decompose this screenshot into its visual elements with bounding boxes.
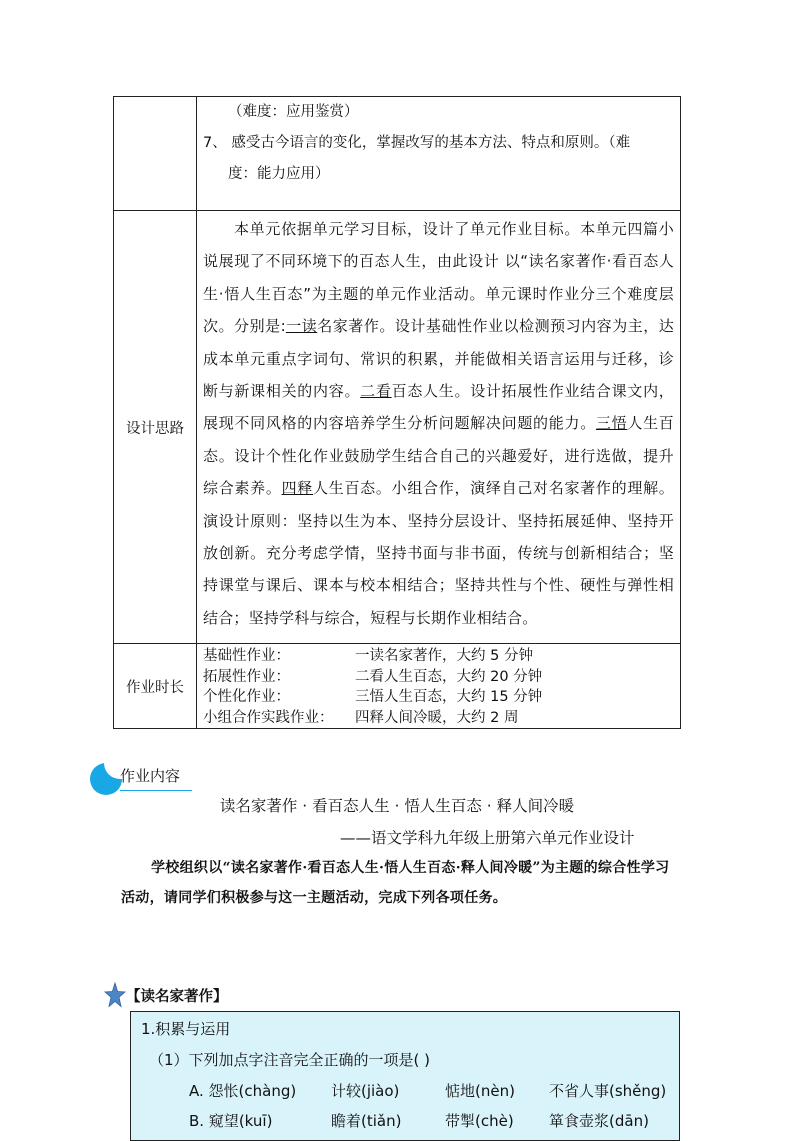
page-title: 读名家著作 · 看百态人生 · 悟人生百态 · 释人间冷暖 [219,797,575,815]
option-term: 箪食壶浆(dān) [549,1112,649,1130]
table-row-duration [114,644,681,729]
option-term: 计较(jiào) [331,1082,400,1100]
option-row-a [189,1080,666,1101]
option-term: 不省人事(shěng) [549,1082,667,1100]
duration-item [203,708,674,729]
homework-type: 拓展性作业： [203,668,290,685]
objective-7-line: 7、 感受古今语言的变化，掌握改写的基本方法、特点和原则。（难 [203,135,631,151]
question-section-title: 1.积累与运用 [141,1020,231,1038]
option-term: A. 怨怅(chàng) [189,1082,297,1100]
underlined-keyword: 二看 [360,382,392,401]
option-row-b [189,1110,649,1131]
homework-type: 个性化作业： [203,689,290,705]
section-underline [120,790,192,791]
underlined-keyword: 四释 [281,479,314,498]
table-row-difficulty [114,97,681,211]
design-idea-cell [197,211,681,644]
homework-type: 小组合作实践作业： [203,709,334,726]
homework-type: 基础性作业： [203,648,290,664]
question-stem: （1）下列加点字注音完全正确的一项是( ) [149,1051,431,1069]
underlined-keyword: 三悟 [595,414,628,433]
text-segment: 百态人生。设计拓展性作业结合课文内，展现不同风格的内容培养学生分析问题解决问题的能力。 [203,382,674,433]
difficulty-line: 度：能力应用） [228,166,330,182]
text-segment: 本单元依据单元学习目标，设计了单元作业目标。本单元四篇小说展现了不同环境下的百态人生，由此设计 以“读名家著作·看百态人生·悟人生百态”为主题的单元作业活动。单元课时作业分三个难度层次。分别是: [203,220,674,336]
option-term: 带掣(chè) [445,1112,514,1130]
duration-item [203,667,674,688]
design-idea-label: 设计思路 [114,211,197,644]
empty-label-cell [114,97,197,211]
duration-label: 作业时长 [114,644,197,729]
difficulty-cell [197,97,681,211]
duration-list [197,644,680,728]
text-segment: 名家著作。设计基础性作业以检测预习内容为主，达成本单元重点字词句、常识的积累，并能做相关语言运用与迁移，诊断与新课相关的内容。 [203,317,674,401]
design-idea-paragraph [197,211,680,634]
duration-cell [197,644,681,729]
duration-item [203,687,674,708]
question-box [130,1011,680,1141]
star-icon [104,982,126,1008]
page-subtitle: ——语文学科九年级上册第六单元作业设计 [340,829,635,847]
table-row-design-idea [114,211,681,644]
text-segment: 人生百态。设计个性化作业鼓励学生结合自己的兴趣爱好，进行选做，提升综合素养。 [203,414,674,498]
section-heading [90,763,194,795]
homework-desc: 二看人生百态，大约 20 分钟 [355,668,543,685]
underlined-keyword: 一读 [285,317,318,336]
homework-desc: 三悟人生百态，大约 15 分钟 [355,689,543,705]
homework-desc: 四释人间冷暖，大约 2 周 [355,709,519,726]
intro-paragraph: 学校组织以“读名家著作·看百态人生·悟人生百态·释人间冷暖”为主题的综合性学习活动，请同学们积极参与这一主题活动，完成下列各项任务。 [121,860,670,906]
option-term: 惦地(nèn) [445,1082,515,1100]
design-table [113,96,681,729]
duration-item [203,646,674,667]
text-segment: 人生百态。小组合作，演绎自己对名家著作的理解。演设计原则：坚持以生为本、坚持分层设计、坚持拓展延伸、坚持开放创新。充分考虑学情，坚持书面与非书面，传统与创新相结合；坚持课堂与课后、课本与校本相结合；坚持共性与个性、硬性与弹性相结合；坚持学科与综合，短程与长期作业相结合。 [203,479,674,627]
option-term: B. 窥望(kuī) [189,1112,273,1130]
homework-desc: 一读名家著作，大约 5 分钟 [355,648,533,664]
section-heading-text: 作业内容 [120,767,181,785]
difficulty-line: （难度：应用鉴赏） [228,104,359,120]
option-term: 瞻着(tiǎn) [331,1112,402,1130]
reading-heading-text: 【读名家著作】 [126,988,228,1005]
